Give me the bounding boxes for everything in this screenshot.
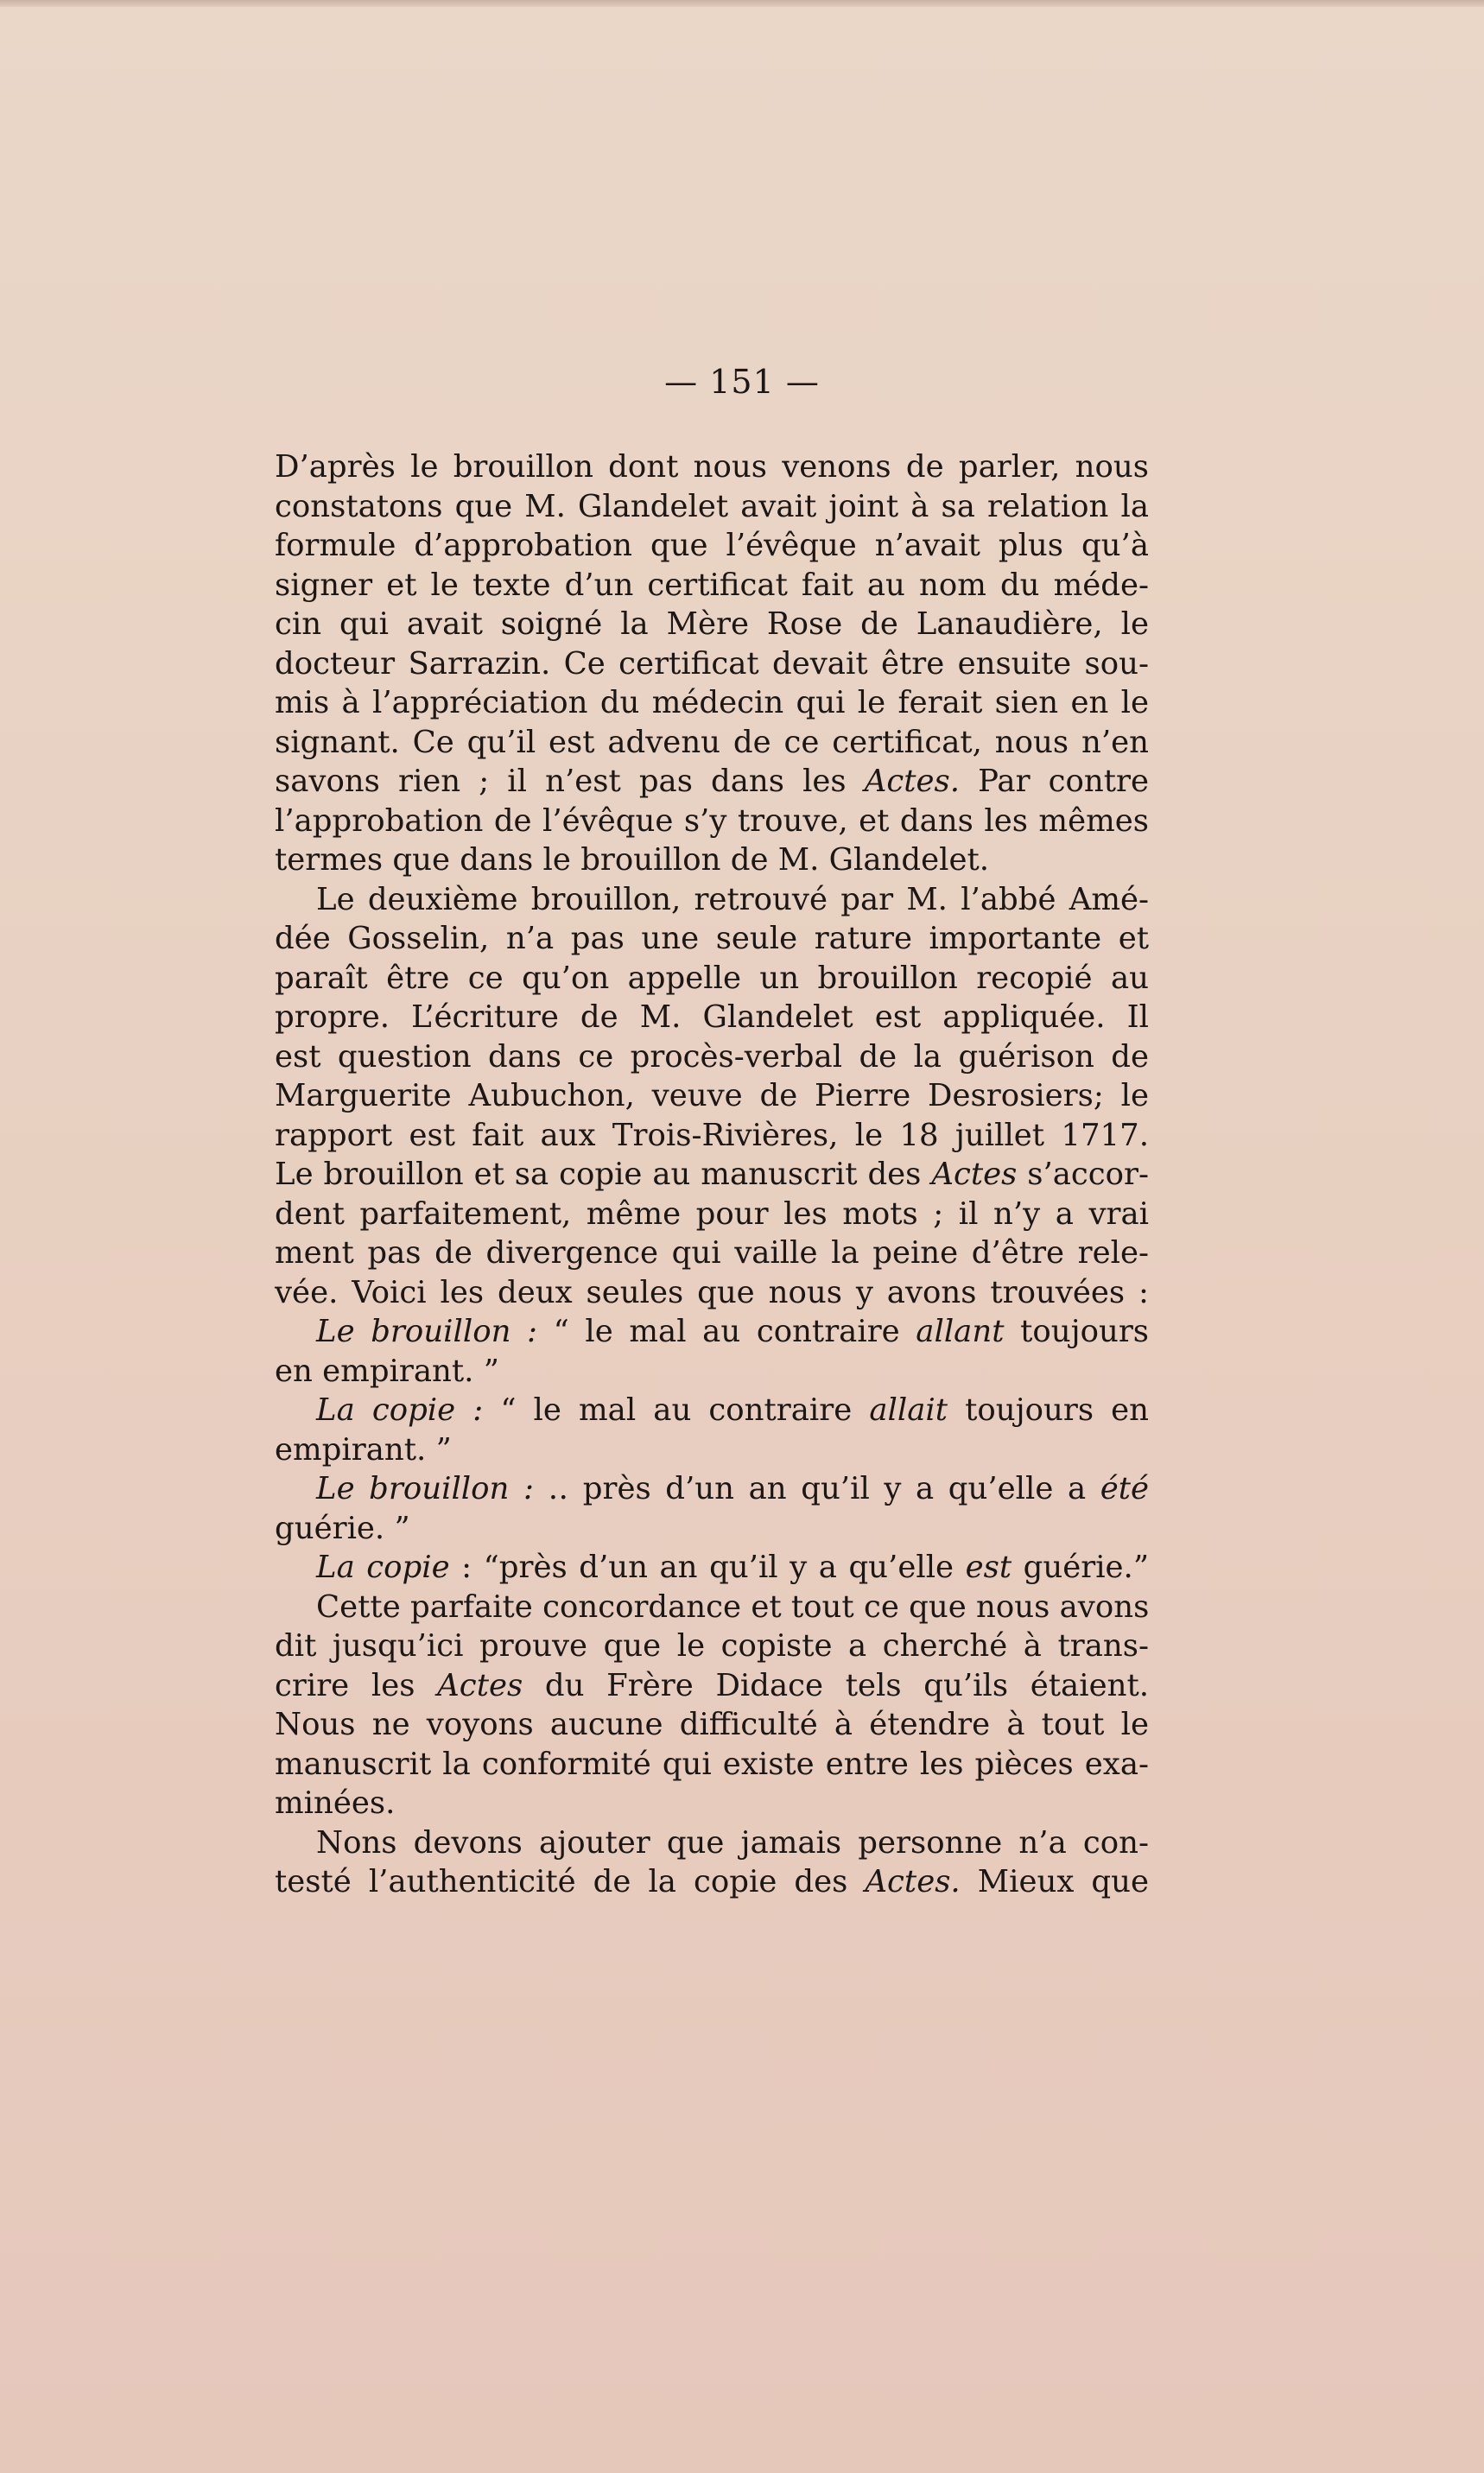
text-line: dit jusqu’ici prouve que le copiste a cherché à trans- <box>275 1628 1149 1664</box>
text-line: D’après le brouillon dont nous venons de parler, nous <box>275 449 1149 485</box>
text-line: formule d’approbation que l’évêque n’avait plus qu’à <box>275 528 1149 563</box>
text-line: Nons devons ajouter que jamais personne n’a con- <box>316 1824 1149 1861</box>
text-line: minées. <box>275 1785 396 1821</box>
text-line: vée. Voici les deux seules que nous y avons trouvées : <box>275 1274 1149 1310</box>
text-line: La copie : “près d’un an qu’il y a qu’elle est guérie.” <box>316 1550 1149 1585</box>
text-line: dent parfaitement, même pour les mots ; il n’y a vrai <box>275 1195 1149 1232</box>
text-line: rapport est fait aux Trois-Rivières, le 18 juillet 1717. <box>275 1117 1149 1153</box>
text-line: signer et le texte d’un certificat fait au nom du méde- <box>275 567 1149 603</box>
text-line: Cette parfaite concordance et tout ce que nous avons <box>316 1588 1150 1625</box>
text-line: Nous ne voyons aucune difficulté à étendre à tout le <box>275 1707 1149 1742</box>
text-line: savons rien ; il n’est pas dans les Actes. Par contre <box>275 764 1149 799</box>
text-line: La copie : “ le mal au contraire allait toujours en <box>316 1392 1149 1428</box>
text-line: constatons que M. Glandelet avait joint à sa relation la <box>275 488 1149 524</box>
text-line: Marguerite Aubuchon, veuve de Pierre Desrosiers; le <box>275 1078 1149 1113</box>
text-line: Le brouillon et sa copie au manuscrit des Actes s’accor- <box>275 1157 1150 1192</box>
text-line: paraît être ce qu’on appelle un brouillon recopié au <box>275 960 1149 996</box>
text-line: termes que dans le brouillon de M. Glandelet. <box>275 842 990 878</box>
text-line: est question dans ce procès-verbal de la guérison de <box>275 1038 1149 1075</box>
text-line: guérie. ” <box>275 1510 410 1546</box>
page-number: — 151 — <box>664 363 820 401</box>
text-line: en empirant. ” <box>275 1353 499 1389</box>
text-line: ment pas de divergence qui vaille la peine d’être rele- <box>275 1235 1149 1271</box>
text-line: manuscrit la conformité qui existe entre les pièces exa- <box>275 1746 1149 1782</box>
text-line: Le brouillon : “ le mal au contraire allant toujours <box>316 1314 1150 1349</box>
text-line: testé l’authenticité de la copie des Actes. Mieux que <box>275 1864 1149 1899</box>
text-line: crire les Actes du Frère Didace tels qu’ils étaient. <box>275 1667 1150 1703</box>
text-line: Le brouillon : ‥ près d’un an qu’il y a qu’elle a été <box>316 1471 1149 1506</box>
text-line: cin qui avait soigné la Mère Rose de Lanaudière, le <box>275 606 1149 642</box>
text-line: mis à l’appréciation du médecin qui le ferait sien en le <box>275 685 1149 720</box>
text-line: empirant. ” <box>275 1431 452 1468</box>
text-line: l’approbation de l’évêque s’y trouve, et dans les mêmes <box>275 802 1149 839</box>
text-line: signant. Ce qu’il est advenu de ce certificat, nous n’en <box>275 724 1149 760</box>
page-top-edge <box>0 0 1484 7</box>
body-text <box>275 447 1149 1902</box>
text-line: docteur Sarrazin. Ce certificat devait être ensuite sou- <box>275 645 1149 682</box>
text-line: dée Gosselin, n’a pas une seule rature importante et <box>275 921 1149 956</box>
text-line: propre. L’écriture de M. Glandelet est appliquée. Il <box>275 999 1149 1035</box>
text-line: Le deuxième brouillon, retrouvé par M. l’abbé Amé- <box>316 881 1149 917</box>
